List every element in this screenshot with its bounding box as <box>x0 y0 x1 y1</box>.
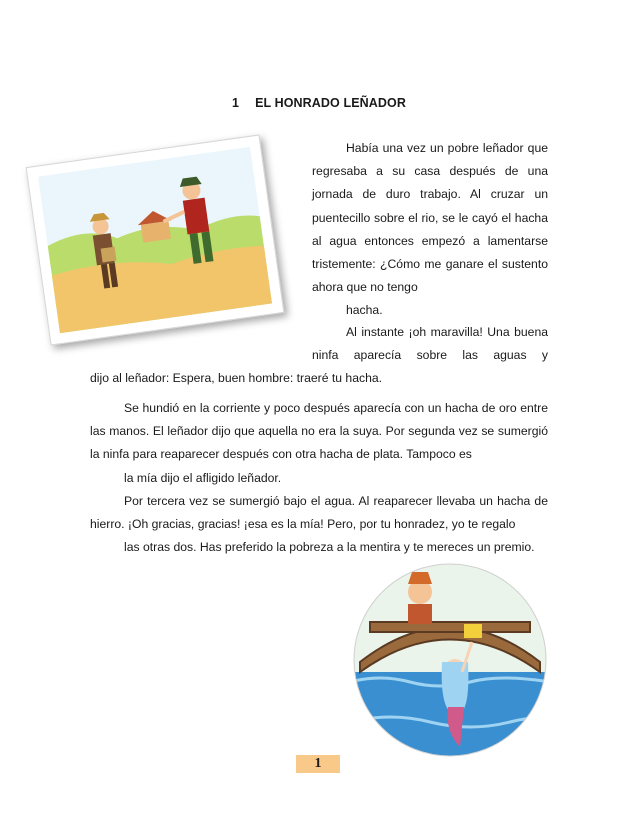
paragraph-3 <box>90 397 548 490</box>
paragraph-3-last-line: la mía dijo el afligido leñador. <box>124 470 282 485</box>
chapter-number: 1 <box>232 96 240 110</box>
paragraph-1-last-line: hacha. <box>346 303 383 318</box>
chapter-title <box>0 96 638 110</box>
paragraph-2-first-lines: Al instante ¡oh maravilla! Una buena ninfa aparecía sobre las aguas y <box>312 325 548 363</box>
nymph-drawing <box>350 562 550 758</box>
woodcutter-on-bridge <box>408 572 432 624</box>
paragraph-1 <box>312 137 548 323</box>
woodcutters-drawing <box>38 147 272 333</box>
page-number: 1 <box>296 755 340 773</box>
paragraph-4-text: Por tercera vez se sumergió bajo el agua. Al reaparecer llevaba un hacha de hierro. ¡Oh gracias, gracias! ¡esa es la mía! Pero, por tu honradez, yo te regalo <box>90 494 548 532</box>
paragraph-3-text: Se hundió en la corriente y poco después aparecía con un hacha de oro entre las manos. El leñador dijo que aquella no era la suya. Por segunda vez se sumergió la ninfa para reaparecer después con otra hacha de plata. Tampoco es <box>90 401 548 462</box>
woodcutters-illustration <box>26 134 285 345</box>
paragraph-2-top <box>312 321 548 363</box>
chapter-title-text: EL HONRADO LEÑADOR <box>255 96 406 110</box>
paragraph-2-bottom <box>90 367 548 390</box>
paragraph-4-last-line: las otras dos. Has preferido la pobreza a la mentira y te mereces un premio. <box>124 540 535 555</box>
paragraph-1-text: Había una vez un pobre leñador que regresaba a su casa después de una jornada de duro trabajo. Al cruzar un puentecillo sobre el rio, se le cayó el hacha al agua entonces empezó a lamentarse tristemente: ¿Cómo me ganare el sustento ahora que no tengo <box>312 141 548 295</box>
nymph-illustration <box>350 562 550 763</box>
paragraph-2-last-line: dijo al leñador: Espera, buen hombre: traeré tu hacha. <box>90 371 383 385</box>
paragraph-4 <box>90 490 548 560</box>
